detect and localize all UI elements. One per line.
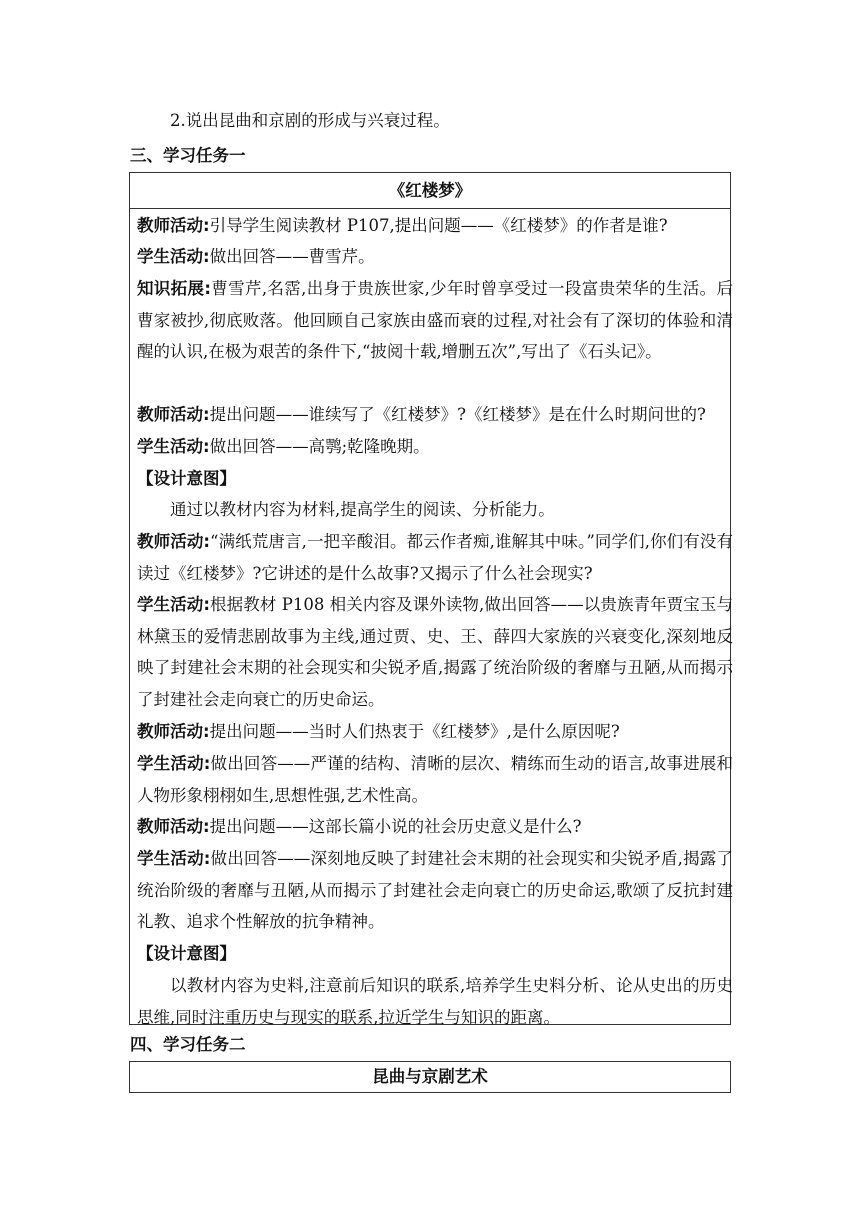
section-heading-task-one: 三、学习任务一 bbox=[130, 146, 246, 165]
student-activity-2 bbox=[137, 431, 733, 463]
student-activity-5 bbox=[137, 843, 733, 938]
item-text: 提出问题——当时人们热衷于《红楼梦》,是什么原因呢? bbox=[209, 722, 620, 741]
knowledge-extension bbox=[137, 273, 733, 368]
item-text: 提出问题——这部长篇小说的社会历史意义是什么? bbox=[209, 817, 582, 836]
item-label: 知识拓展: bbox=[137, 279, 211, 298]
item-text: 根据教材 P108 相关内容及课外读物,做出回答——以贵族青年贾宝玉与林黛玉的爱情悲剧故事为主线,通过贾、史、王、薛四大家族的兴衰变化,深刻地反映了封建社会末期的社会现实和尖锐矛盾,揭露了统治阶级的奢靡与丑陋,从而揭示了封建社会走向衰亡的历史命运。 bbox=[137, 595, 733, 709]
task-two-table bbox=[129, 1061, 731, 1093]
task-one-title-row bbox=[130, 173, 730, 209]
item-label: 教师活动: bbox=[137, 817, 210, 836]
teacher-activity-1 bbox=[137, 210, 733, 242]
student-activity-4 bbox=[137, 748, 733, 811]
teacher-activity-2 bbox=[137, 399, 733, 431]
item-label: 学生活动: bbox=[137, 849, 211, 868]
design-intent-heading-2 bbox=[137, 938, 733, 970]
item-text: 通过以教材内容为材料,提高学生的阅读、分析能力。 bbox=[170, 500, 555, 519]
item-label: 学生活动: bbox=[137, 437, 210, 456]
student-activity-1 bbox=[137, 241, 733, 273]
design-intent-heading-1 bbox=[137, 463, 733, 495]
teacher-activity-5 bbox=[137, 811, 733, 843]
item-label: 学生活动: bbox=[137, 247, 210, 266]
item-label: 教师活动: bbox=[137, 405, 210, 424]
item-label: 教师活动: bbox=[137, 216, 210, 235]
item-label: 学生活动: bbox=[137, 595, 210, 614]
item-label: 教师活动: bbox=[137, 722, 210, 741]
task-two-title: 昆曲与京剧艺术 bbox=[372, 1067, 488, 1086]
item-text: 提出问题——谁续写了《红楼梦》?《红楼梦》是在什么时期问世的? bbox=[209, 405, 706, 424]
item-text: “满纸荒唐言,一把辛酸泪。都云作者痴,谁解其中味。”同学们,你们有没有读过《红楼梦》?它讲述的是什么故事?又揭示了什么社会现实? bbox=[137, 532, 733, 583]
item-label: 【设计意图】 bbox=[137, 469, 236, 488]
section-heading-task-two: 四、学习任务二 bbox=[130, 1035, 246, 1054]
item-text: 曹雪芹,名霑,出身于贵族世家,少年时曾享受过一段富贵荣华的生活。后曹家被抄,彻底败落。他回顾自己家族由盛而衰的过程,对社会有了深切的体验和清醒的认识,在极为艰苦的条件下,“披阅十载,增删五次”,写出了《石头记》。 bbox=[137, 279, 733, 361]
item-label: 教师活动: bbox=[137, 532, 211, 551]
design-intent-text-1 bbox=[137, 494, 733, 526]
item-text: 引导学生阅读教材 P107,提出问题——《红楼梦》的作者是谁? bbox=[209, 216, 668, 235]
task-one-title: 《红楼梦》 bbox=[388, 181, 472, 200]
item-text: 做出回答——严谨的结构、清晰的层次、精练而生动的语言,故事进展和人物形象栩栩如生,思想性强,艺术性高。 bbox=[137, 754, 733, 805]
objective-text: 2.说出昆曲和京剧的形成与兴衰过程。 bbox=[170, 111, 450, 130]
item-text: 做出回答——高鹗;乾隆晚期。 bbox=[209, 437, 430, 456]
item-text: 做出回答——曹雪芹。 bbox=[209, 247, 375, 266]
item-label: 学生活动: bbox=[137, 754, 211, 773]
teacher-activity-3 bbox=[137, 526, 733, 589]
item-text: 以教材内容为史料,注意前后知识的联系,培养学生史料分析、论从史出的历史思维,同时注重历史与现实的联系,拉近学生与知识的距离。 bbox=[137, 976, 733, 1027]
item-label: 【设计意图】 bbox=[137, 944, 236, 963]
design-intent-text-2 bbox=[137, 970, 733, 1033]
item-text: 做出回答——深刻地反映了封建社会末期的社会现实和尖锐矛盾,揭露了统治阶级的奢靡与丑陋,从而揭示了封建社会走向衰亡的历史命运,歌颂了反抗封建礼教、追求个性解放的抗争精神。 bbox=[137, 849, 733, 931]
teacher-activity-4 bbox=[137, 716, 733, 748]
student-activity-3 bbox=[137, 589, 733, 715]
